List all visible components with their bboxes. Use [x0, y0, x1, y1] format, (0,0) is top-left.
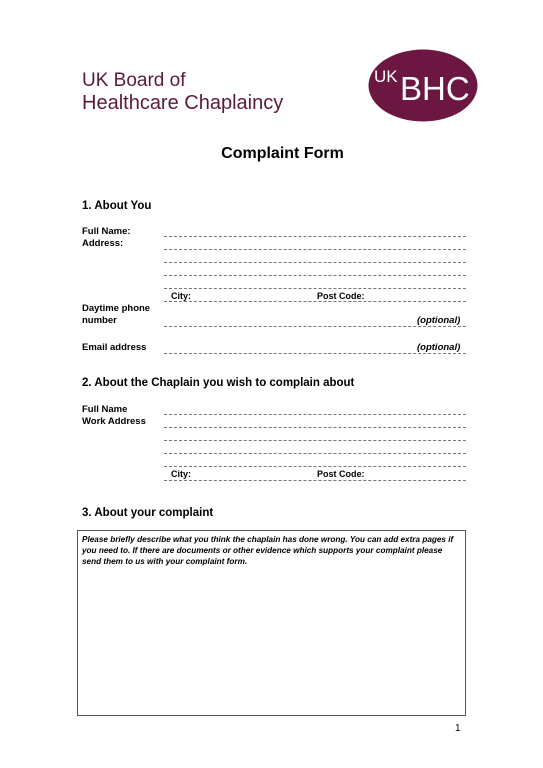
- phone-label-line1: Daytime phone: [82, 303, 151, 314]
- section-heading-about-chaplain: 2. About the Chaplain you wish to complain about: [82, 377, 355, 389]
- city-label: City:: [171, 291, 191, 301]
- logo-main: BHC: [400, 70, 470, 107]
- complaint-instructions: Please briefly describe what you think the chaplain has done wrong. You can add extra pages if you need to. If there are documents or other evidence which supports your complaint please send them to us with your complaint form.: [82, 535, 454, 566]
- logo-prefix: UK: [374, 67, 398, 86]
- full-name-field[interactable]: [164, 236, 466, 237]
- phone-field[interactable]: [164, 326, 466, 327]
- chaplain-address-line-1-field[interactable]: [164, 427, 466, 428]
- page-number: 1: [455, 723, 461, 734]
- address-line-4-field[interactable]: [164, 288, 466, 289]
- full-name-label: Full Name:: [82, 226, 131, 237]
- org-name-line1: UK Board of: [82, 70, 186, 91]
- ukbhc-logo: [368, 49, 478, 122]
- email-optional-note: (optional): [417, 342, 461, 353]
- chaplain-full-name-label: Full Name: [82, 404, 128, 415]
- phone-label-line2: number: [82, 315, 117, 326]
- chaplain-address-line-3-field[interactable]: [164, 453, 466, 454]
- address-line-2-field[interactable]: [164, 262, 466, 263]
- chaplain-address-line-4-field[interactable]: [164, 466, 466, 467]
- chaplain-city-postcode-field[interactable]: [164, 480, 466, 481]
- form-title: Complaint Form: [221, 145, 344, 162]
- org-name-line2: Healthcare Chaplaincy: [82, 92, 284, 114]
- section-heading-about-you: 1. About You: [82, 200, 152, 212]
- chaplain-postcode-label: Post Code:: [317, 469, 365, 479]
- postcode-label: Post Code:: [317, 291, 365, 301]
- address-line-3-field[interactable]: [164, 275, 466, 276]
- chaplain-address-line-2-field[interactable]: [164, 440, 466, 441]
- chaplain-work-address-label: Work Address: [82, 416, 146, 427]
- address-label: Address:: [82, 238, 124, 249]
- chaplain-city-label: City:: [171, 469, 191, 479]
- section-heading-about-complaint: 3. About your complaint: [82, 507, 214, 519]
- email-field[interactable]: [164, 353, 466, 354]
- address-line-1-field[interactable]: [164, 249, 466, 250]
- phone-optional-note: (optional): [417, 315, 461, 326]
- city-postcode-field[interactable]: [164, 301, 466, 302]
- email-label: Email address: [82, 342, 147, 353]
- chaplain-full-name-field[interactable]: [164, 414, 466, 415]
- complaint-text-area[interactable]: [77, 530, 466, 716]
